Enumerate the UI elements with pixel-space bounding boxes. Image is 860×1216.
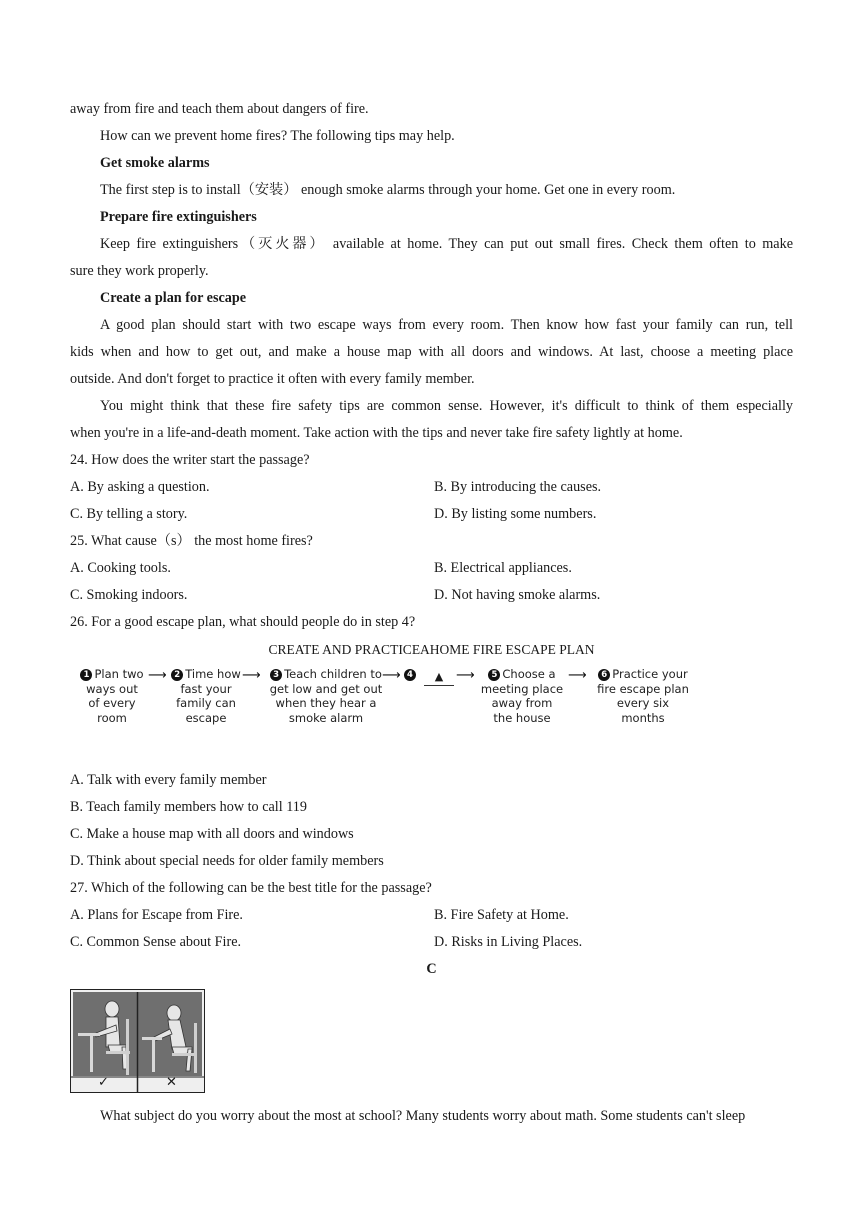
step-text: the house [493,710,551,725]
step-text: fast your [180,681,232,696]
step-text: room [97,710,127,725]
option-c[interactable]: C. By telling a story. [70,506,188,522]
flow-step-5 [474,667,570,725]
step-text: family can [176,696,236,711]
section-letter: C [426,961,437,977]
option-b[interactable]: B. Fire Safety at Home. [434,907,569,923]
flow-step-4 [402,667,420,682]
option-c[interactable]: C. Smoking indoors. [70,587,188,603]
step-number-badge: 3 [270,669,282,681]
arrow-icon: ⟶ [382,668,401,683]
paragraph-line: What subject do you worry about the most at school? Many students worry about math. Some students can't sleep [100,1108,746,1124]
step-text: when they hear a [275,696,377,711]
option-row [70,902,793,929]
option-row [70,474,793,501]
step-text: Practice your [612,667,688,681]
question-stem: 27. Which of the following can be the best title for the passage? [70,880,432,896]
paragraph-line: outside. And don't forget to practice it often with every family member. [70,371,475,387]
step-text: smoke alarm [288,710,364,725]
option-d[interactable]: D. By listing some numbers. [434,506,597,522]
figure-title: CREATE AND PRACTICEAHOME FIRE ESCAPE PLAN [268,642,595,657]
document-page [70,96,793,1130]
option-line[interactable]: A. Talk with every family member [70,772,267,788]
arrow-icon: ⟶ [148,668,167,683]
option-row [70,929,793,956]
option-line[interactable]: C. Make a house map with all doors and windows [70,826,354,842]
paragraph-line: A good plan should start with two escape ways from every room. Then know how fast your family can run, tell [100,317,793,333]
step-text: away from [491,696,553,711]
flow-step-2 [168,667,244,725]
step-text: get low and get out [269,681,383,696]
step-number-badge: 5 [488,669,500,681]
option-row [70,582,793,609]
paragraph-line: How can we prevent home fires? The following tips may help. [100,128,455,144]
arrow-icon: ⟶ [242,668,261,683]
section-heading: Create a plan for escape [100,290,247,306]
option-c[interactable]: C. Common Sense about Fire. [70,934,242,950]
step-number-badge: 1 [80,669,92,681]
step-text: escape [185,710,227,725]
arrow-icon: ⟶ [456,668,475,683]
section-heading: Get smoke alarms [100,155,210,171]
option-a[interactable]: A. By asking a question. [70,479,210,495]
option-b[interactable]: B. By introducing the causes. [434,479,602,495]
cross-icon: ✕ [166,1075,177,1090]
step-text: months [621,710,665,725]
paragraph-line: Keep fire extinguishers（灭火器） available at home. They can put out small fires. Check them often to make [100,236,793,252]
section-heading: Prepare fire extinguishers [100,209,257,225]
step-text: meeting place [480,681,564,696]
step-text: Plan two [94,667,144,681]
paragraph-line: You might think that these fire safety tips are common sense. However, it's difficult to think of them especially [100,398,793,414]
step-text: ways out [86,681,138,696]
paragraph-line: when you're in a life-and-death moment. Take action with the tips and never take fire safety lightly at home. [70,425,683,441]
option-a[interactable]: A. Cooking tools. [70,560,171,576]
option-b[interactable]: B. Electrical appliances. [434,560,572,576]
step-text: Choose a [502,667,556,681]
check-icon: ✓ [98,1075,109,1090]
option-d[interactable]: D. Not having smoke alarms. [434,587,601,603]
paragraph-line: sure they work properly. [70,263,209,279]
step-text: every six [616,696,670,711]
flow-step-6 [588,667,698,725]
option-d[interactable]: D. Risks in Living Places. [434,934,583,950]
step-number-badge: 2 [171,669,183,681]
step-number-badge: 4 [404,669,416,681]
question-stem: 25. What cause（s） the most home fires? [70,533,313,549]
option-row [70,555,793,582]
step-number-badge: 6 [598,669,610,681]
escape-plan-flowchart [70,667,793,759]
question-stem: 26. For a good escape plan, what should people do in step 4? [70,614,416,630]
question-stem: 24. How does the writer start the passage? [70,452,310,468]
step-text: Teach children to [284,667,382,681]
option-line[interactable]: D. Think about special needs for older family members [70,853,384,869]
posture-illustration [70,989,205,1093]
paragraph-line: The first step is to install（安装） enough smoke alarms through your home. Get one in every room. [100,182,676,198]
step-4-blank: ▲ [424,671,454,686]
flow-step-3 [262,667,390,725]
step-text: of every [88,696,136,711]
paragraph-line: away from fire and teach them about dangers of fire. [70,101,369,117]
step-text: fire escape plan [597,681,689,696]
step-text: Time how [185,667,241,681]
option-row [70,501,793,528]
paragraph-line: kids when and how to get out, and make a house map with all doors and windows. At last, choose a meeting place [70,344,793,360]
option-a[interactable]: A. Plans for Escape from Fire. [70,907,243,923]
flow-step-1 [76,667,148,725]
option-line[interactable]: B. Teach family members how to call 119 [70,799,307,815]
arrow-icon: ⟶ [568,668,587,683]
